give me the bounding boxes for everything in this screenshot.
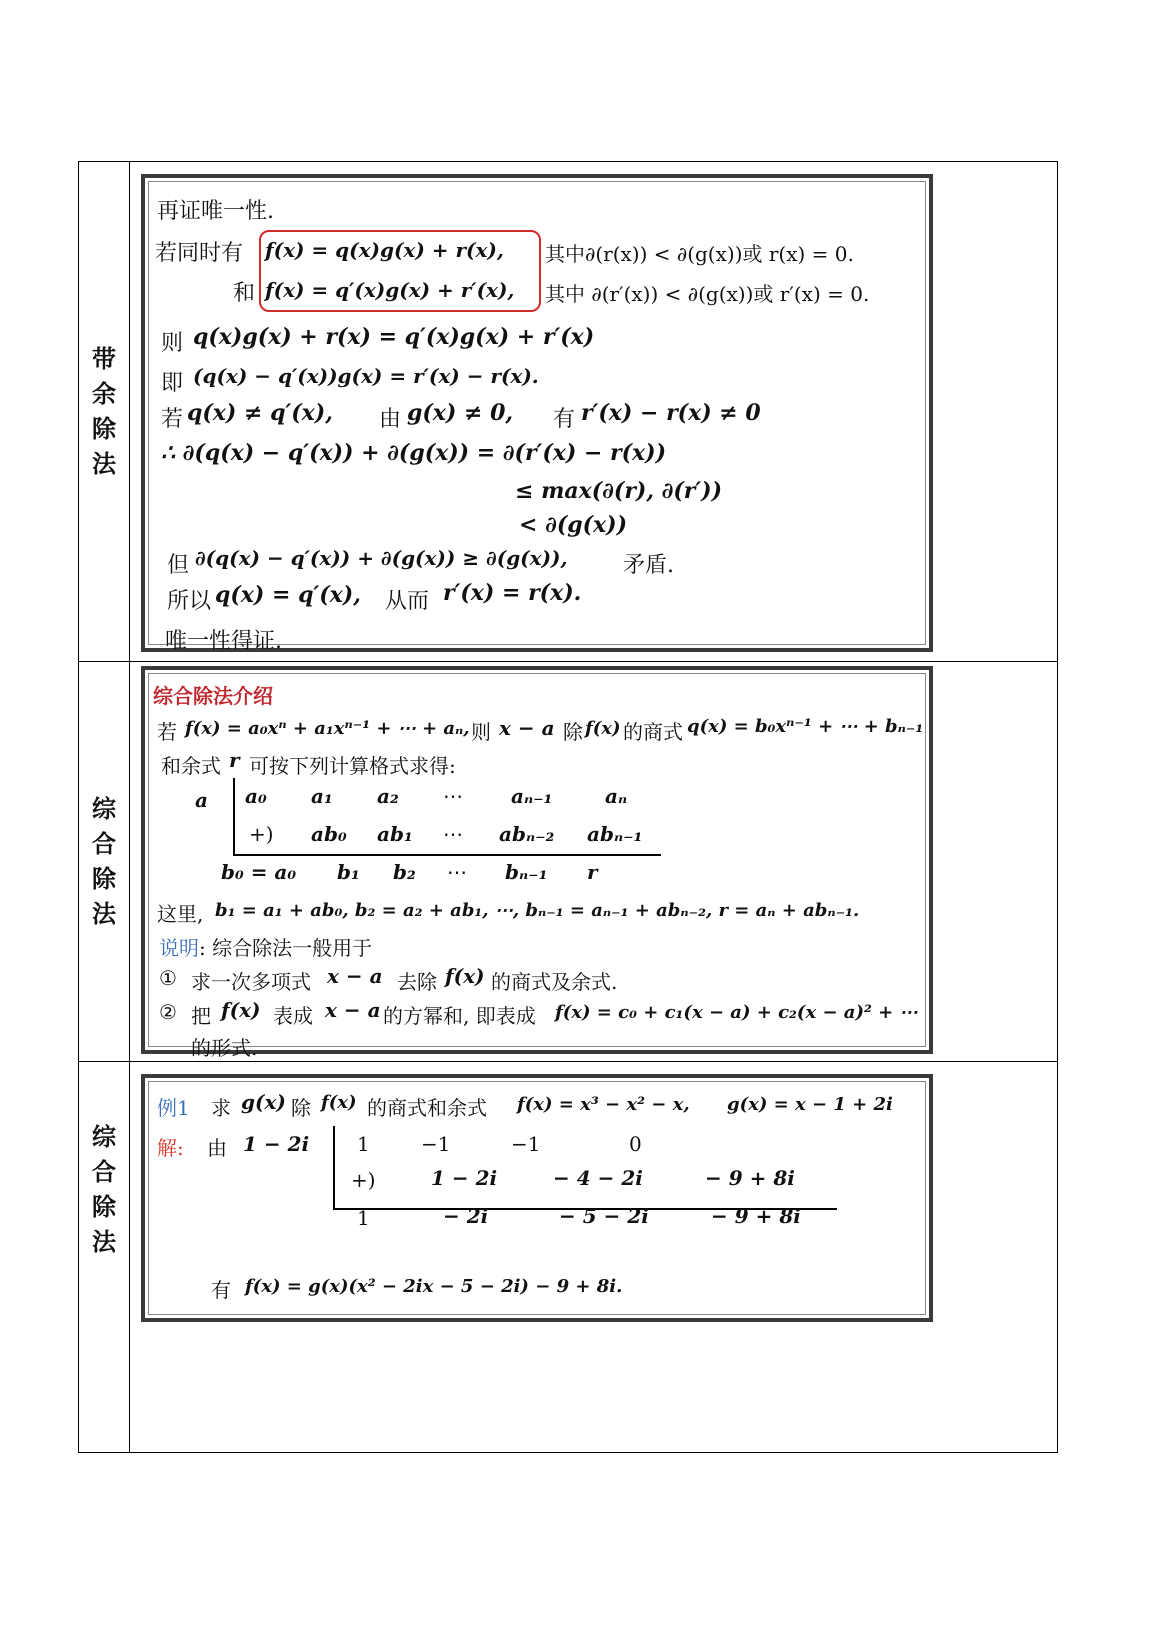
- table-row: [79, 661, 1057, 1061]
- division-vertical-bar: [233, 778, 235, 856]
- row-label: 综 合 除 法: [92, 1122, 116, 1256]
- division-vertical-bar: [333, 1126, 335, 1210]
- solution-label: 解:: [157, 1136, 184, 1160]
- row-label: 带 余 除 法: [92, 344, 116, 478]
- content-table: [78, 161, 1058, 1453]
- table-row: [79, 162, 1057, 661]
- row-label: 综 合 除 法: [92, 795, 116, 928]
- note-label: 说明: [159, 936, 199, 960]
- table-row: [79, 1061, 1057, 1452]
- synthetic-intro-box: 综合除法介绍 若 f(x) = a₀xⁿ + a₁xⁿ⁻¹ + ⋯ + aₙ, 则 x − a 除 f(x) 的商式 q(x) = b₀xⁿ⁻¹ + ⋯ + bₙ₋₁ 和余式 r 可按下列计算格式求得: a a₀ a₁ a₂ ⋯ aₙ₋₁ aₙ +) ab₀ ab₁ ⋯ abₙ₋₂ abₙ₋₁ b₀ = a₀ b₁ b₂ ⋯ bₙ₋₁ r 这里, b₁ = a₁ + ab₀, b₂ = a₂ + ab₁, ⋯, bₙ₋₁ = aₙ₋₁ + abₙ₋₂, r = aₙ + abₙ₋₁. 说明 : 综合除法一般用于 ① 求一次多项式 x − a 去除 f(x) 的商式及余式. ② 把 f(x) 表成 x − a 的方幂和, 即表成 f(x) = c₀ + c₁(x − a) + c₂(x − a)² + ⋯ 的形式.: [141, 666, 933, 1054]
- example-label: 例1: [157, 1096, 190, 1120]
- example-box: 例1 求 g(x) 除 f(x) 的商式和余式 f(x) = x³ − x² − x, g(x) = x − 1 + 2i 解: 由 1 − 2i 1 −1 −1 0 +) 1 − 2i − 4 − 2i − 9 + 8i 1 − 2i − 5 − 2i − 9 + 8i 有 f(x) = g(x)(x² − 2ix − 5 − 2i) − 9 + 8i.: [141, 1074, 933, 1322]
- division-horizontal-bar: [233, 854, 661, 856]
- proof-box: 再证唯一性. 若同时有 f(x) = q(x)g(x) + r(x), 其中∂(r(x)) < ∂(g(x))或 r(x) = 0. 和 f(x) = q′(x)g(x) + r′(x), 其中 ∂(r′(x)) < ∂(g(x))或 r′(x) = 0. 则 q(x)g(x) + r(x) = q′(x)g(x) + r′(x) 即 (q(x) − q′(x))g(x) = r′(x) − r(x). 若 q(x) ≠ q′(x), 由 g(x) ≠ 0, 有 r′(x) − r(x) ≠ 0 ∴ ∂(q(x) − q′(x)) + ∂(g(x)) = ∂(r′(x) − r(x)) ≤ max(∂(r), ∂(r′)) < ∂(g(x)) 但 ∂(q(x) − q′(x)) + ∂(g(x)) ≥ ∂(g(x)), 矛盾. 所以 q(x) = q′(x), 从而 r′(x) = r(x). 唯一性得证.: [141, 174, 933, 652]
- section-title: 综合除法介绍: [153, 684, 273, 708]
